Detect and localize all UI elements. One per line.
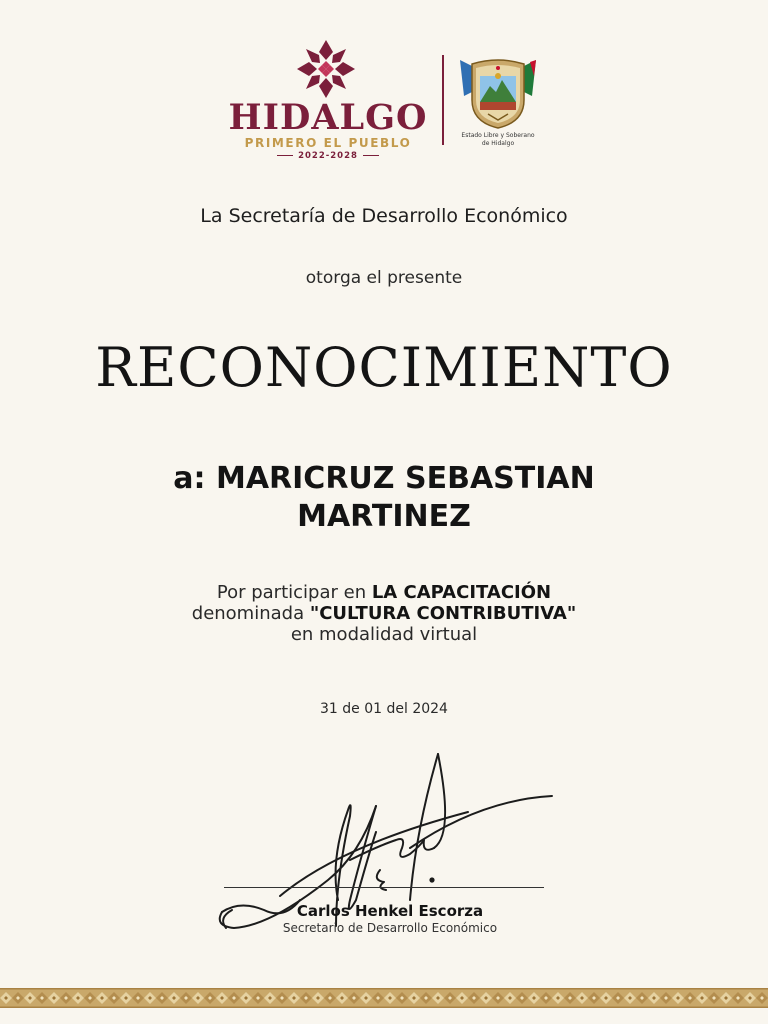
hidalgo-logo-years: 2022-2028 — [228, 151, 428, 161]
coat-caption-line-1: Estado Libre y Soberano — [461, 132, 535, 139]
recipient-line-2: MARTINEZ — [297, 499, 471, 534]
signer-role: Secretario de Desarrollo Económico — [282, 921, 498, 935]
description-line-2 — [0, 603, 768, 624]
hidalgo-flower-icon — [295, 38, 357, 100]
coat-of-arms-icon — [458, 56, 538, 130]
bottom-margin — [0, 1008, 768, 1024]
certificate-date: 31 de 01 del 2024 — [320, 701, 448, 717]
recipient-line-1: a: MARICRUZ SEBASTIAN — [173, 461, 595, 496]
hidalgo-logo — [228, 38, 428, 168]
grants-text: otorga el presente — [305, 268, 463, 288]
description-course: "CULTURA CONTRIBUTIVA" — [309, 603, 577, 624]
coat-caption-line-2: de Hidalgo — [481, 140, 515, 147]
logo-divider — [442, 55, 444, 145]
coat-caption — [446, 132, 550, 148]
description-named: denominada — [191, 603, 310, 624]
header-logos — [0, 38, 768, 168]
description-training: LA CAPACITACIÓN — [371, 582, 552, 603]
signature-line — [224, 887, 544, 888]
signer-name: Carlos Henkel Escorza — [296, 902, 484, 920]
description-line-3: en modalidad virtual — [290, 624, 478, 645]
description-line-1 — [0, 582, 768, 603]
decorative-border — [0, 988, 768, 1008]
description-prefix: Por participar en — [216, 582, 372, 603]
hidalgo-logo-word: HIDALGO — [228, 97, 428, 138]
certificate-title: RECONOCIMIENTO — [95, 336, 673, 399]
coat-of-arms — [458, 56, 538, 166]
issuer-text: La Secretaría de Desarrollo Económico — [200, 205, 568, 227]
description — [0, 582, 768, 645]
recipient-name — [0, 460, 768, 536]
hidalgo-logo-tagline: PRIMERO EL PUEBLO — [244, 136, 412, 150]
